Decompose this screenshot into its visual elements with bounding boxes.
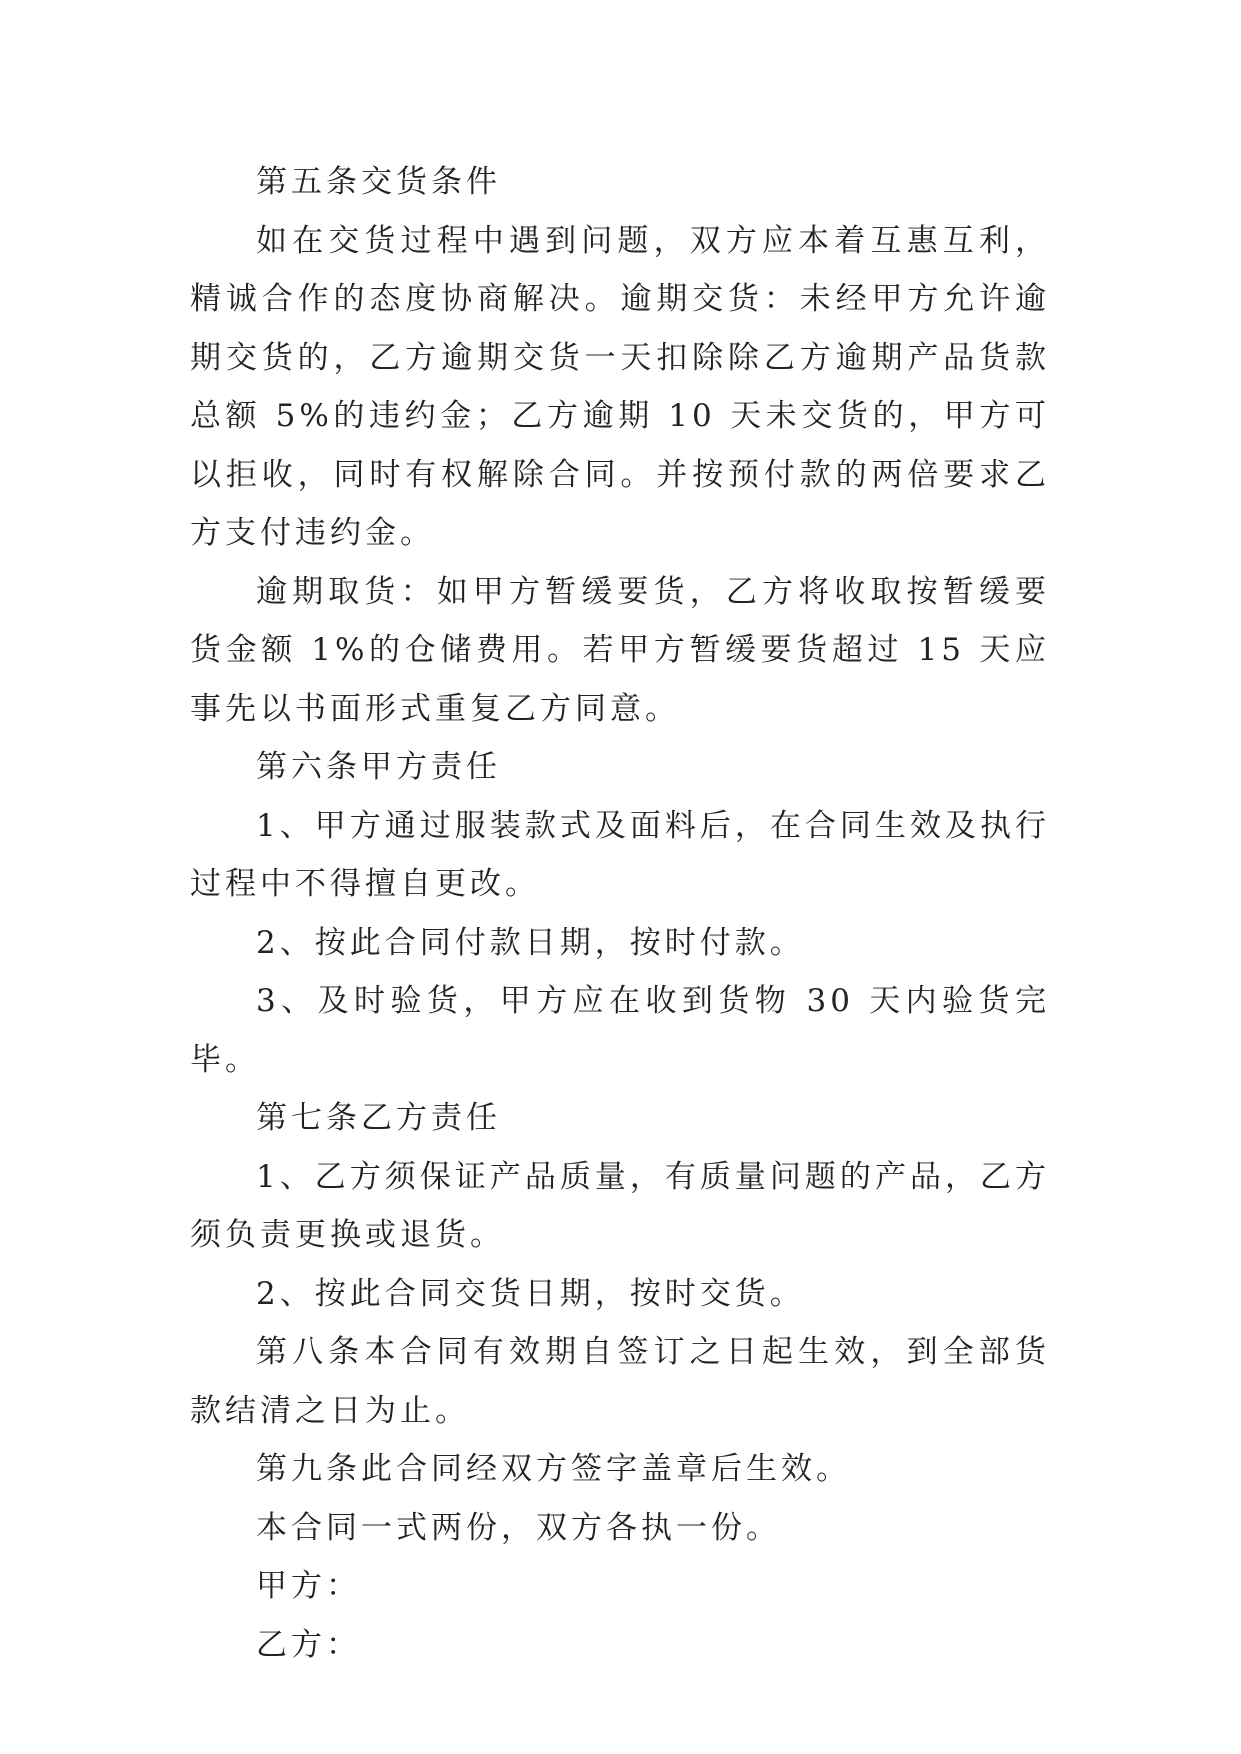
paragraph-late-pickup: 逾期取货：如甲方暂缓要货，乙方将收取按暂缓要货金额 1%的仓储费用。若甲方暂缓要货超过 15 天应事先以书面形式重复乙方同意。 xyxy=(190,573,1050,727)
party-a-duty-3: 3、及时验货，甲方应在收到货物 30 天内验货完毕。 xyxy=(190,983,1050,1078)
copies-clause: 本合同一式两份，双方各执一份。 xyxy=(256,1509,781,1546)
paragraph-delivery-problems: 如在交货过程中遇到问题，双方应本着互惠互利，精诚合作的态度协商解决。逾期交货：未经甲方允许逾期交货的，乙方逾期交货一天扣除除乙方逾期产品货款总额 5%的违约金；乙方逾期 10 天未交货的，甲方可以拒收，同时有权解除合同。并按预付款的两倍要求乙方支付违约金。 xyxy=(190,222,1050,551)
article-9-effect: 第九条此合同经双方签字盖章后生效。 xyxy=(256,1451,851,1487)
section-heading-article-7: 第七条乙方责任 xyxy=(256,1100,501,1136)
contract-body xyxy=(190,153,1050,1674)
section-heading-article-5: 第五条交货条件 xyxy=(256,164,501,200)
article-8-validity: 第八条本合同有效期自签订之日起生效，到全部货款结清之日为止。 xyxy=(190,1334,1050,1429)
party-a-duty-1: 1、甲方通过服装款式及面料后，在合同生效及执行过程中不得擅自更改。 xyxy=(190,807,1050,902)
party-a-signature-label: 甲方： xyxy=(256,1568,361,1604)
party-a-duty-2: 2、按此合同付款日期，按时付款。 xyxy=(256,924,805,961)
party-b-signature-label: 乙方： xyxy=(256,1626,361,1663)
section-heading-article-6: 第六条甲方责任 xyxy=(256,749,501,785)
party-b-duty-2: 2、按此合同交货日期，按时交货。 xyxy=(256,1275,805,1312)
party-b-duty-1: 1、乙方须保证产品质量，有质量问题的产品，乙方须负责更换或退货。 xyxy=(190,1158,1050,1253)
